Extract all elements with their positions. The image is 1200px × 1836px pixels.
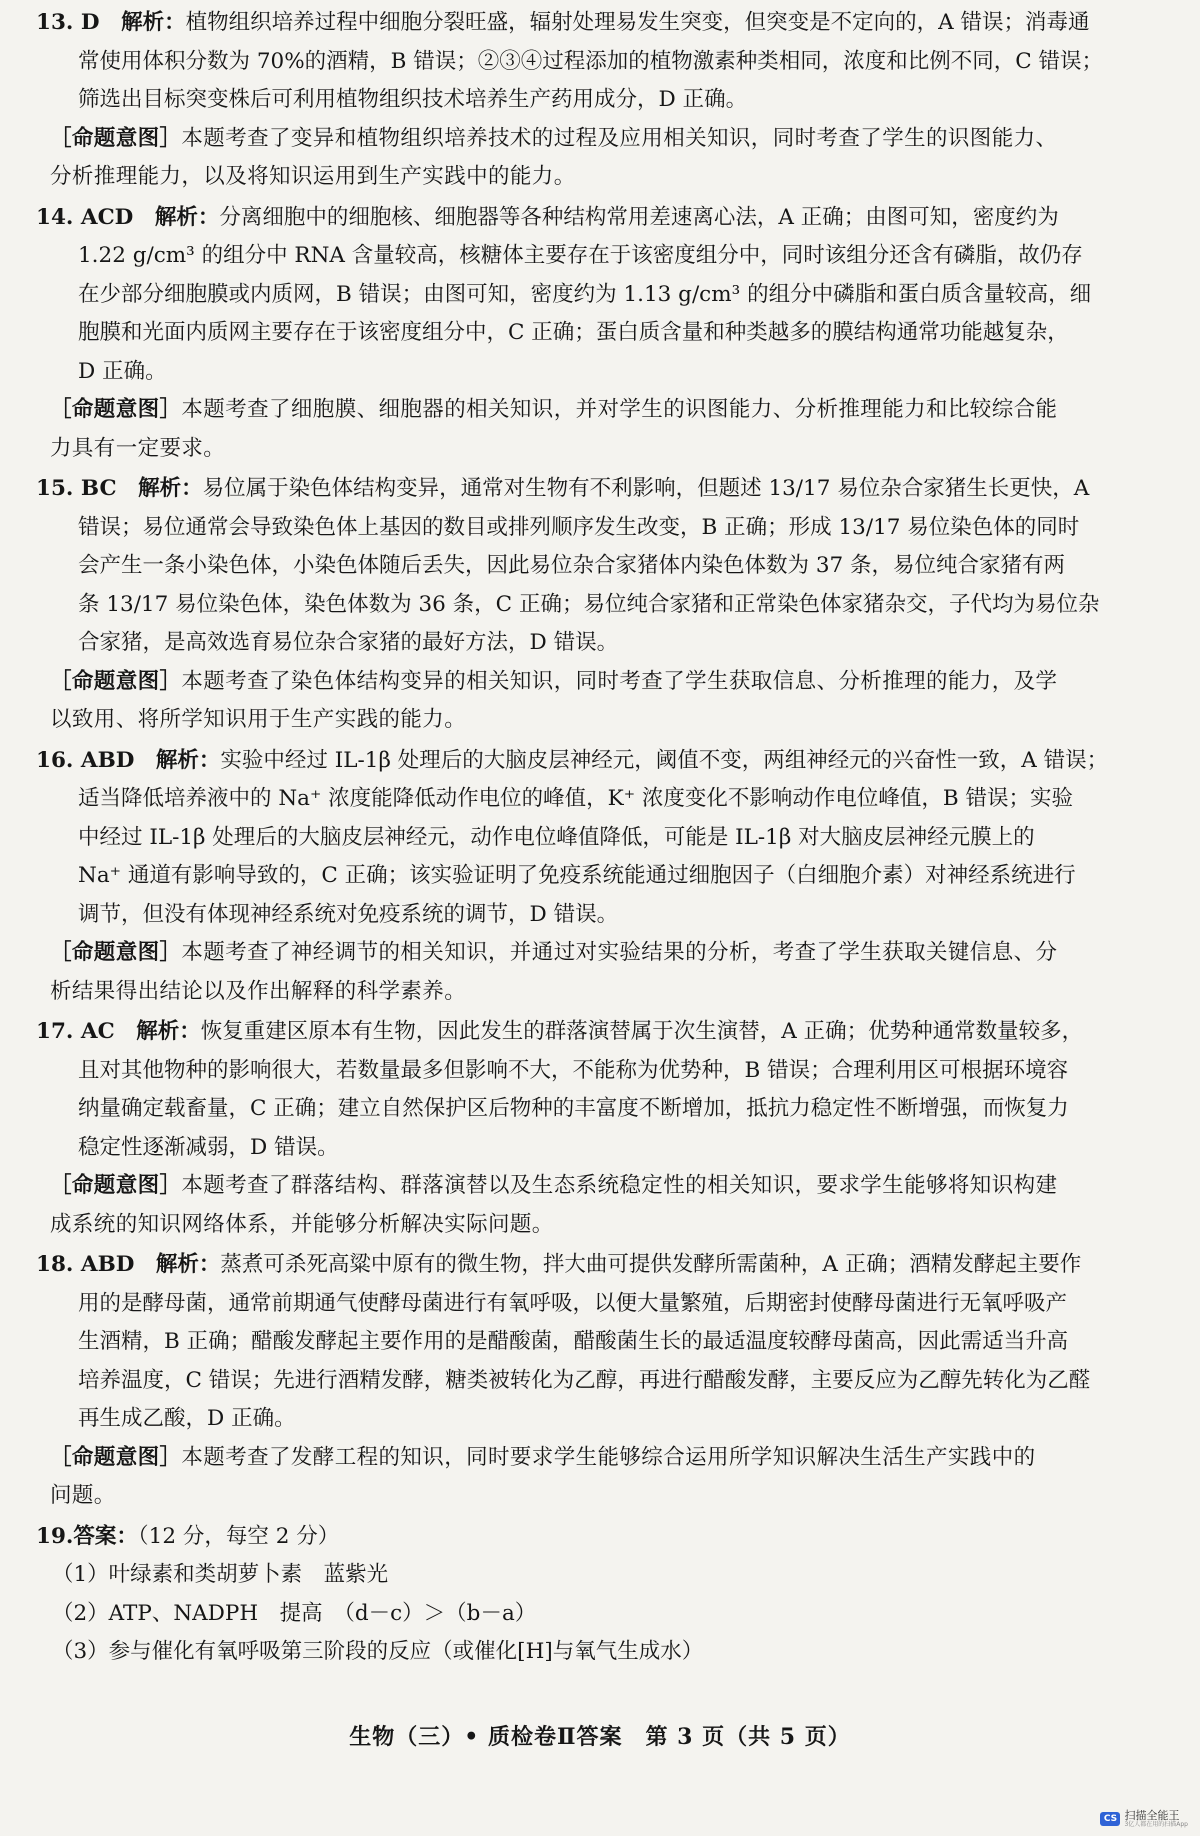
q16-text-1: 实验中经过 IL-1β 处理后的大脑皮层神经元，阈值不变，两组神经元的兴奋性一致，A 错误； [220, 747, 1109, 773]
q16-number: 16. ABD [36, 747, 135, 773]
question-18 [36, 1246, 1176, 1516]
q18-intent-text-1: 本题考查了发酵工程的知识，同时要求学生能够综合运用所学知识解决生活生产实践中的 [181, 1444, 1036, 1470]
q15-text-5: 合家猪，是高效选育易位杂合家猪的最好方法，D 错误。 [78, 630, 619, 655]
q14-text-5: D 正确。 [78, 358, 167, 384]
q14-intent-text-2: 力具有一定要求。 [50, 435, 226, 461]
question-17 [36, 1013, 1176, 1244]
q15-number: 15. BC [36, 476, 117, 501]
q13-line-1 [36, 4, 1176, 43]
q14-number: 14. ACD [36, 204, 134, 230]
q13-text-2: 常使用体积分数为 70%的酒精，B 错误；②③④过程添加的植物激素种类相同，浓度和比例不同，C 错误； [78, 48, 1104, 74]
answer-content [36, 4, 1176, 1674]
q14-intent-text-1: 本题考查了细胞膜、细胞器的相关知识，并对学生的识图能力、分析推理能力和比较综合能 [181, 397, 1058, 422]
q16-intent [36, 934, 1176, 973]
q13-intent-tag: ［命题意图］ [50, 125, 182, 151]
q17-intent-tag: ［命题意图］ [50, 1173, 182, 1198]
q14-text-1: 分离细胞中的细胞核、细胞器等各种结构常用差速离心法，A 正确；由图可知，密度约为 [219, 204, 1059, 230]
q13-intent-text-2: 分析推理能力，以及将知识运用到生产实践中的能力。 [50, 164, 576, 189]
question-15 [36, 470, 1176, 740]
q15-intent-text-2: 以致用、将所学知识用于生产实践的能力。 [50, 707, 467, 732]
q18-intent-tag: ［命题意图］ [50, 1444, 182, 1470]
q17-line-1 [36, 1013, 1176, 1052]
watermark-subtitle: 3亿人都在用的扫描App [1124, 1821, 1188, 1828]
q19-answer-3: （3）参与催化有氧呼吸第三阶段的反应（或催化[H]与氧气生成水） [52, 1639, 704, 1664]
q18-text-2: 用的是酵母菌，通常前期通气使酵母菌进行有氧呼吸，以便大量繁殖，后期密封使酵母菌进行无氧呼吸产 [78, 1290, 1068, 1316]
q15-intent-text-1: 本题考查了染色体结构变异的相关知识，同时考查了学生获取信息、分析推理的能力，及学 [181, 668, 1058, 694]
q19-answer-2: （2）ATP、NADPH 提高 （d－c）＞（b－a） [52, 1600, 537, 1626]
q17-analysis-label: 解析： [136, 1019, 201, 1044]
q18-text-5: 再生成乙酸，D 正确。 [78, 1406, 296, 1431]
q17-intent [36, 1167, 1176, 1206]
q19-number: 19. [36, 1523, 74, 1549]
q17-number: 17. AC [36, 1019, 115, 1044]
q15-text-4: 条 13/17 易位染色体，染色体数为 36 条，C 正确；易位纯合家猪和正常染色体家猪杂交，子代均为易位杂 [78, 591, 1100, 617]
q17-intent-text-1: 本题考查了群落结构、群落演替以及生态系统稳定性的相关知识，要求学生能够将知识构建 [181, 1173, 1058, 1198]
q15-intent-tag: ［命题意图］ [50, 668, 182, 694]
q16-text-2: 适当降低培养液中的 Na⁺ 浓度能降低动作电位的峰值，K⁺ 浓度变化不影响动作电位峰值，B 错误；实验 [78, 786, 1074, 811]
q13-number: 13. D [36, 10, 100, 35]
question-16 [36, 742, 1176, 1012]
q13-text-1: 植物组织培养过程中细胞分裂旺盛，辐射处理易发生突变，但突变是不定向的，A 错误；消毒通 [185, 10, 1090, 35]
q16-intent-text-1: 本题考查了神经调节的相关知识，并通过对实验结果的分析，考查了学生获取关键信息、分 [181, 940, 1058, 965]
q17-intent-text-2: 成系统的知识网络体系，并能够分析解决实际问题。 [50, 1211, 554, 1237]
q18-text-4: 培养温度，C 错误；先进行酒精发酵，糖类被转化为乙醇，再进行醋酸发酵，主要反应为乙醇先转化为乙醛 [78, 1367, 1091, 1393]
q15-text-3: 会产生一条小染色体，小染色体随后丢失，因此易位杂合家猪体内染色体数为 37 条，易位纯合家猪有两 [78, 553, 1066, 578]
scanner-watermark [1100, 1810, 1188, 1828]
q14-text-3: 在少部分细胞膜或内质网，B 错误；由图可知，密度约为 1.13 g/cm³ 的组分中磷脂和蛋白质含量较高，细 [78, 281, 1092, 307]
q13-intent [36, 120, 1176, 159]
q19-line-1 [36, 1518, 1176, 1557]
q13-text-3: 筛选出目标突变株后可利用植物组织技术培养生产药用成分，D 正确。 [78, 87, 748, 112]
q17-text-4: 稳定性逐渐减弱，D 错误。 [78, 1134, 339, 1160]
q16-line-1 [36, 742, 1176, 781]
q18-number: 18. ABD [36, 1252, 135, 1277]
question-14 [36, 199, 1176, 469]
question-19 [36, 1518, 1176, 1672]
q17-text-2: 且对其他物种的影响很大，若数量最多但影响不大，不能称为优势种，B 错误；合理利用区可根据环境容 [78, 1057, 1069, 1083]
q14-text-2: 1.22 g/cm³ 的组分中 RNA 含量较高，核糖体主要存在于该密度组分中，同时该组分还含有磷脂，故仍存 [78, 243, 1083, 268]
q18-intent [36, 1439, 1176, 1478]
q15-text-2: 错误；易位通常会导致染色体上基因的数目或排列顺序发生改变，B 正确；形成 13/17 易位染色体的同时 [78, 514, 1080, 540]
q15-analysis-label: 解析： [138, 476, 203, 501]
watermark-text [1124, 1810, 1188, 1828]
q15-intent [36, 663, 1176, 702]
q14-analysis-label: 解析： [154, 204, 220, 230]
q18-text-3: 生酒精，B 正确；醋酸发酵起主要作用的是醋酸菌，醋酸菌生长的最适温度较酵母菌高，因此需适当升高 [78, 1329, 1069, 1354]
q18-line-1 [36, 1246, 1176, 1285]
q18-analysis-label: 解析： [155, 1252, 221, 1277]
q17-text-3: 纳量确定载畜量，C 正确；建立自然保护区后物种的丰富度不断增加，抵抗力稳定性不断增强，而恢复力 [78, 1096, 1069, 1121]
q15-line-1 [36, 470, 1176, 509]
q17-text-1: 恢复重建区原本有生物，因此发生的群落演替属于次生演替，A 正确；优势种通常数量较多， [200, 1019, 1084, 1044]
q16-text-5: 调节，但没有体现神经系统对免疫系统的调节，D 错误。 [78, 901, 619, 927]
q14-intent-tag: ［命题意图］ [50, 397, 182, 422]
q15-text-1: 易位属于染色体结构变异，通常对生物有不利影响，但题述 13/17 易位杂合家猪生长更快，A [202, 476, 1090, 501]
q16-intent-tag: ［命题意图］ [50, 940, 182, 965]
question-13 [36, 4, 1176, 197]
q16-analysis-label: 解析： [155, 747, 221, 773]
q18-text-1: 蒸煮可杀死高粱中原有的微生物，拌大曲可提供发酵所需菌种，A 正确；酒精发酵起主要作 [220, 1252, 1082, 1277]
q16-intent-text-2: 析结果得出结论以及作出解释的科学素养。 [50, 978, 467, 1004]
q18-intent-text-2: 问题。 [50, 1483, 116, 1508]
q14-text-4: 胞膜和光面内质网主要存在于该密度组分中，C 正确；蛋白质含量和种类越多的膜结构通常功能越复杂， [78, 320, 1069, 345]
q19-answer-label: 答案： [73, 1523, 138, 1549]
q16-text-3: 中经过 IL-1β 处理后的大脑皮层神经元，动作电位峰值降低，可能是 IL-1β 对大脑皮层神经元膜上的 [78, 824, 1035, 850]
q14-line-1 [36, 199, 1176, 238]
q19-answer-1: （1）叶绿素和类胡萝卜素 蓝紫光 [52, 1562, 389, 1587]
q16-text-4: Na⁺ 通道有影响导致的，C 正确；该实验证明了免疫系统能通过细胞因子（白细胞介素）对神经系统进行 [78, 863, 1076, 888]
q14-intent [36, 391, 1176, 430]
q19-score-note: （12 分，每空 2 分） [137, 1523, 340, 1549]
q13-analysis-label: 解析： [121, 10, 186, 35]
camscanner-logo-icon: CS [1100, 1812, 1120, 1826]
q13-intent-text-1: 本题考查了变异和植物组织培养技术的过程及应用相关知识，同时考查了学生的识图能力、 [181, 125, 1058, 151]
page-footer: 生物（三）• 质检卷Ⅱ答案 第 3 页（共 5 页） [349, 1724, 851, 1750]
watermark-name: 扫描全能王 [1124, 1809, 1180, 1822]
